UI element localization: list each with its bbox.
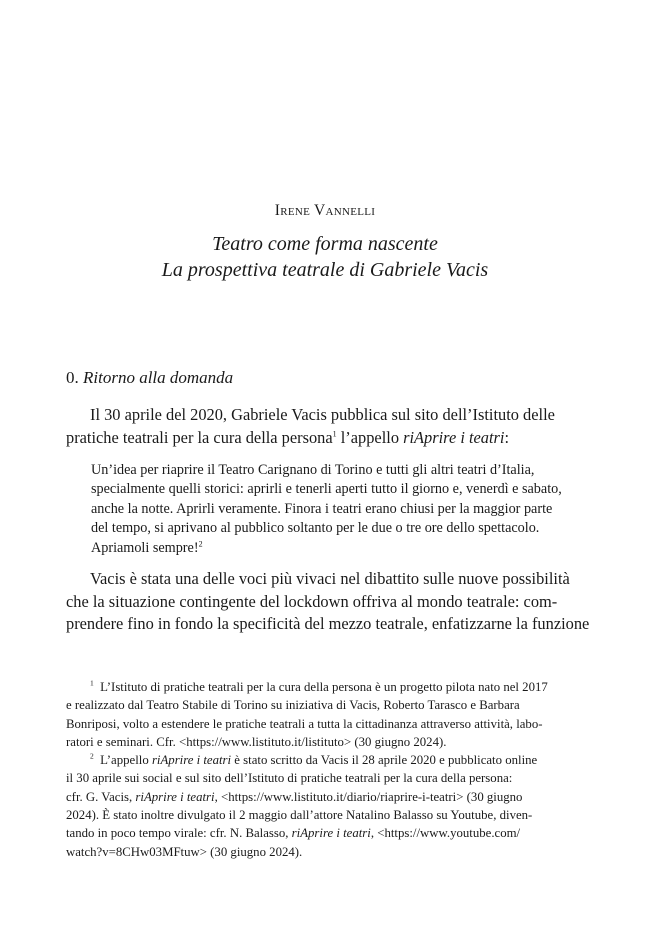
text-span: L’appello (100, 753, 152, 768)
quote-line: anche la notte. Aprirli veramente. Finora i teatri erano chiusi per la maggior parte (91, 500, 553, 517)
quote-line (91, 539, 585, 558)
paragraph-1 (66, 404, 586, 449)
footnote-line: 2024). È stato inoltre divulgato il 2 maggio dall’attore Natalino Balasso su Youtube, diven- (66, 808, 533, 823)
footnote-ref-2[interactable]: 2 (198, 538, 203, 548)
paragraph-2 (66, 568, 590, 636)
footnote-line (66, 824, 586, 842)
footnotes (66, 678, 586, 861)
text-span: l’appello (336, 427, 404, 447)
section-number: 0. (66, 368, 79, 387)
link-text[interactable]: , <https://www.youtube.com/ (370, 826, 521, 841)
text-line: Il 30 aprile del 2020, Gabriele Vacis pubblica sul sito dell’Istituto delle (90, 405, 555, 424)
block-quote (91, 461, 585, 558)
author-name: Irene Vannelli (274, 202, 376, 219)
text-span: : (504, 427, 510, 447)
appeal-title: riAprire i teatri (403, 427, 505, 447)
quote-line: specialmente quelli storici: aprirli e tenerli aperti tutto il giorno e, venerdì e sabato, (91, 481, 562, 498)
article-title: Teatro come forma nascente (212, 233, 438, 255)
appeal-title: riAprire i teatri (291, 826, 371, 841)
text-span: pratiche teatrali per la cura della persona (66, 427, 333, 447)
text-line: prendere fino in fondo la specificità del mezzo teatrale, enfatizzarne la funzione (66, 614, 590, 633)
text-line: che la situazione contingente del lockdown offriva al mondo teatrale: com- (66, 591, 558, 611)
quote-line: Un’idea per riaprire il Teatro Carignano di Torino e tutti gli altri teatri d’Italia, (91, 462, 535, 478)
section-heading (66, 368, 233, 388)
footnote-mark-2: 2 (90, 751, 94, 761)
footnote-line: ratori e seminari. Cfr. <https://www.listituto.it/listituto> (30 giugno 2024). (66, 734, 447, 749)
footnote-mark-1: 1 (90, 678, 94, 688)
appeal-title: riAprire i teatri (135, 789, 215, 804)
footnote-line: il 30 aprile sui social e sul sito dell’Istituto di pratiche teatrali per la cura della persona: (66, 771, 513, 786)
appeal-title: riAprire i teatri (151, 753, 232, 768)
footnote-line: Bonriposi, volto a estendere le pratiche teatrali a tutta la cittadinanza attraverso attività, labo- (66, 716, 543, 731)
text-span: cfr. G. Vacis, (66, 789, 136, 804)
text-span: tando in poco tempo virale: cfr. N. Balasso, (66, 826, 292, 841)
text-span: L’Istituto di pratiche teatrali per la cura della persona è un progetto pilota nato nel 2017 (100, 680, 548, 694)
text-line: Vacis è stata una delle voci più vivaci nel dibattito sulle nuove possibilità (90, 569, 570, 588)
article-subtitle: La prospettiva teatrale di Gabriele Vacis (161, 259, 489, 281)
footnote-ref-1[interactable]: 1 (332, 429, 337, 439)
text-line (66, 427, 586, 450)
link-text[interactable]: , <https://www.listituto.it/diario/riaprire-i-teatri> (30 giugno (214, 789, 523, 804)
footnote-2 (66, 751, 586, 769)
quote-line: del tempo, si aprivano al pubblico soltanto per le due o tre ore dello spettacolo. (91, 520, 540, 537)
footnote-line: e realizzato dal Teatro Stabile di Torino su iniziativa di Vacis, Roberto Tarasco e Barbara (66, 698, 520, 713)
footnote-line (66, 788, 586, 806)
text-span: è stato scritto da Vacis il 28 aprile 2020 e pubblicato online (231, 753, 538, 768)
footnote-1 (66, 678, 586, 696)
section-name: Ritorno alla domanda (83, 368, 234, 387)
footnote-line[interactable]: watch?v=8CHw03MFtuw> (30 giugno 2024). (66, 844, 303, 859)
text-span: Apriamoli sempre! (91, 539, 199, 556)
